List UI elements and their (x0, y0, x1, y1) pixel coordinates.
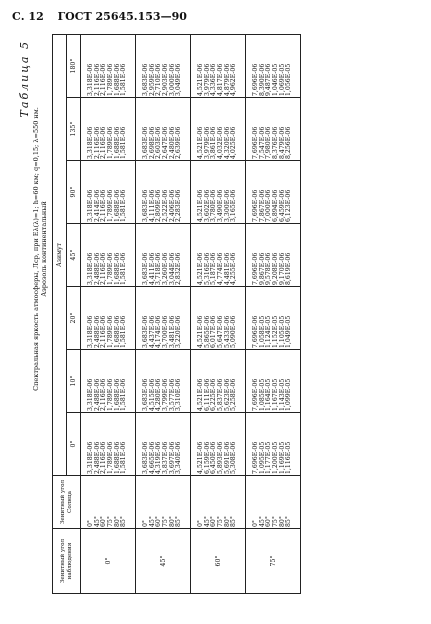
luminance-value: 4,774E-06 (217, 252, 224, 285)
luminance-value: 1,581E-06 (120, 189, 128, 222)
luminance-value: 3,165E-06 (230, 189, 238, 222)
luminance-value: 3,683E-06 (142, 315, 150, 348)
luminance-value: 3,318E-06 (87, 126, 95, 159)
luminance-value: 7,696E-06 (252, 189, 260, 222)
luminance-value: 2,406E-06 (168, 189, 176, 222)
luminance-value: 7,696E-06 (252, 315, 260, 348)
luminance-value: 3,861E-06 (210, 126, 218, 159)
luminance-value: 2,480E-06 (168, 126, 176, 159)
table-row (81, 35, 136, 594)
luminance-value: 1,152E-05 (272, 315, 279, 348)
value-cell (191, 287, 246, 350)
luminance-value: 9,578E-06 (265, 252, 273, 285)
luminance-table (52, 34, 301, 594)
luminance-value: 2,116E-06 (100, 189, 108, 222)
value-cell (81, 413, 136, 476)
luminance-value: 1,789E-06 (107, 378, 114, 411)
obs-angle-cell: 75° (246, 529, 301, 594)
luminance-value: 1,116E-05 (285, 441, 293, 474)
luminance-value: 9,867E-06 (258, 252, 266, 285)
luminance-value: 3,340E-06 (175, 441, 183, 474)
luminance-value: 4,025E-06 (230, 126, 238, 159)
luminance-value: 3,718E-06 (155, 252, 163, 285)
luminance-value: 5,316E-06 (203, 252, 211, 285)
luminance-value: 3,683E-06 (142, 126, 150, 159)
luminance-value: 3,697E-06 (168, 441, 176, 474)
luminance-value: 2,832E-06 (175, 252, 183, 285)
azimuth-header: 45° (67, 224, 81, 287)
luminance-value: 3,602E-06 (203, 189, 211, 222)
luminance-value: 3,044E-06 (168, 252, 176, 285)
luminance-value: 7,696E-06 (252, 63, 260, 96)
luminance-value: 4,515E-06 (148, 378, 156, 411)
luminance-value: 4,481E-06 (223, 252, 231, 285)
azimuth-header: 20° (67, 287, 81, 350)
obs-angle-cell: 0° (81, 529, 136, 594)
luminance-value: 1,143E-05 (278, 378, 286, 411)
luminance-value: 9,170E-06 (278, 252, 286, 285)
luminance-value: 2,959E-06 (148, 63, 156, 96)
sun-angle-value: 85° (120, 516, 128, 527)
luminance-value: 1,167E-05 (272, 378, 279, 411)
luminance-value: 5,623E-06 (223, 378, 231, 411)
luminance-value: 1,085E-05 (258, 378, 266, 411)
luminance-value: 6,111E-06 (203, 378, 211, 411)
sun-angle-value: 60° (100, 516, 108, 527)
luminance-value: 4,521E-06 (197, 441, 205, 474)
luminance-value: 1,789E-06 (107, 441, 114, 474)
luminance-value: 8,256E-06 (285, 126, 293, 159)
luminance-value: 6,459E-06 (278, 189, 286, 222)
luminance-value: 1,581E-06 (120, 126, 128, 159)
table-row (246, 35, 301, 594)
luminance-value: 7,696E-06 (252, 252, 260, 285)
luminance-value: 5,258E-06 (230, 378, 238, 411)
luminance-value: 7,000E-06 (265, 189, 273, 222)
luminance-value: 2,809E-06 (155, 189, 163, 222)
luminance-value: 1,789E-06 (107, 63, 114, 96)
luminance-value: 6,225E-06 (210, 378, 218, 411)
sun-angle-cell (81, 476, 136, 529)
luminance-value: 1,688E-06 (113, 315, 121, 348)
luminance-value: 9,487E-06 (265, 63, 273, 96)
table-title: Таблица 5 (18, 40, 31, 118)
luminance-value: 3,318E-06 (87, 378, 95, 411)
sun-angle-value: 45° (148, 516, 156, 527)
luminance-value: 1,789E-06 (107, 315, 114, 348)
sun-angle-value: 80° (113, 516, 121, 527)
col-obs-angle: Зенитный угол наблюдения (53, 529, 81, 594)
luminance-value: 3,260E-06 (162, 252, 169, 285)
luminance-value: 5,433E-06 (223, 315, 231, 348)
value-cell (246, 161, 301, 224)
luminance-value: 2,116E-06 (100, 63, 108, 96)
sun-angle-cell (191, 476, 246, 529)
sun-angle-value: 0° (252, 519, 260, 527)
luminance-value: 3,683E-06 (142, 63, 150, 96)
value-cell (246, 98, 301, 161)
luminance-value: 7,696E-06 (252, 378, 260, 411)
sun-angle-cell (246, 476, 301, 529)
luminance-value: 3,318E-06 (87, 441, 95, 474)
luminance-value: 9,208E-06 (272, 252, 279, 285)
sun-angle-value: 80° (223, 516, 231, 527)
luminance-value: 3,683E-06 (142, 441, 150, 474)
azimuth-header: 0° (67, 413, 81, 476)
col-azimuth: Азимут (53, 35, 67, 476)
luminance-value: 1,581E-06 (120, 441, 128, 474)
luminance-value: 3,049E-06 (175, 63, 183, 96)
value-cell (191, 413, 246, 476)
value-cell (191, 161, 246, 224)
luminance-value: 5,865E-06 (203, 315, 211, 348)
luminance-value: 3,577E-06 (168, 378, 176, 411)
luminance-value: 1,581E-06 (120, 252, 128, 285)
value-cell (81, 350, 136, 413)
luminance-value: 2,603E-06 (155, 126, 163, 159)
luminance-value: 4,521E-06 (197, 63, 205, 96)
luminance-value: 4,320E-06 (223, 126, 231, 159)
luminance-value: 2,116E-06 (93, 126, 101, 159)
luminance-value: 1,688E-06 (113, 63, 121, 96)
luminance-value: 2,283E-06 (175, 189, 183, 222)
luminance-value: 1,581E-06 (120, 63, 128, 96)
luminance-value: 4,521E-06 (197, 378, 205, 411)
sun-angle-value: 60° (155, 516, 163, 527)
luminance-value: 2,903E-06 (162, 63, 169, 96)
luminance-value: 4,521E-06 (197, 315, 205, 348)
luminance-value: 2,710E-06 (155, 63, 163, 96)
luminance-value: 4,336E-06 (210, 63, 218, 96)
obs-angle-cell: 45° (136, 529, 191, 594)
luminance-value: 2,488E-06 (93, 441, 101, 474)
luminance-value: 4,665E-06 (148, 441, 156, 474)
table-row (136, 35, 191, 594)
luminance-value: 1,069E-05 (278, 63, 286, 96)
luminance-value: 1,688E-06 (113, 126, 121, 159)
luminance-value: 1,124E-05 (265, 315, 273, 348)
luminance-value: 3,683E-06 (142, 252, 150, 285)
sun-angle-value: 0° (142, 519, 150, 527)
value-cell (246, 35, 301, 98)
luminance-value: 2,116E-06 (100, 315, 108, 348)
azimuth-header: 180° (67, 35, 81, 98)
luminance-value: 1,789E-06 (107, 189, 114, 222)
luminance-value: 5,090E-06 (230, 315, 238, 348)
caption-line-2: Аэрозоль континентальный (40, 201, 48, 297)
luminance-value: 7,696E-06 (252, 126, 260, 159)
luminance-value: 2,116E-06 (100, 378, 108, 411)
luminance-value: 7,867E-06 (258, 189, 266, 222)
luminance-value: 3,318E-06 (87, 315, 95, 348)
value-cell (81, 224, 136, 287)
luminance-value: 4,032E-06 (217, 126, 224, 159)
value-cell (81, 98, 136, 161)
luminance-value: 1,200E-05 (272, 441, 279, 474)
sun-angle-cell (136, 476, 191, 529)
luminance-value: 3,310E-06 (175, 378, 183, 411)
luminance-value: 3,481E-06 (168, 315, 176, 348)
luminance-value: 1,056E-05 (285, 63, 293, 96)
standard-code: ГОСТ 25645.153—90 (57, 10, 187, 23)
value-cell (191, 98, 246, 161)
luminance-value: 4,521E-06 (197, 252, 205, 285)
sun-angle-value: 0° (87, 519, 95, 527)
value-cell (136, 287, 191, 350)
sun-angle-value: 75° (162, 516, 169, 527)
value-cell (136, 35, 191, 98)
luminance-value: 5,647E-06 (217, 315, 224, 348)
page-number: С. 12 (12, 10, 44, 23)
luminance-value: 3,000E-06 (168, 63, 176, 96)
luminance-value: 2,488E-06 (93, 315, 101, 348)
luminance-value: 7,547E-06 (258, 126, 266, 159)
luminance-value: 5,691E-06 (223, 441, 231, 474)
luminance-value: 2,522E-06 (162, 189, 169, 222)
luminance-value: 8,619E-06 (285, 252, 293, 285)
luminance-value: 3,300E-06 (223, 189, 231, 222)
luminance-value: 1,688E-06 (113, 378, 121, 411)
luminance-value: 4,411E-06 (148, 252, 156, 285)
sun-angle-value: 75° (272, 516, 279, 527)
sun-angle-value: 45° (93, 516, 101, 527)
luminance-value: 1,688E-06 (113, 252, 121, 285)
luminance-value: 3,318E-06 (87, 189, 95, 222)
sun-angle-value: 80° (278, 516, 286, 527)
value-cell (191, 224, 246, 287)
sun-angle-value: 60° (210, 516, 218, 527)
value-cell (136, 161, 191, 224)
luminance-value: 1,789E-06 (107, 252, 114, 285)
luminance-value: 6,123E-06 (285, 189, 293, 222)
luminance-value: 3,700E-06 (162, 315, 169, 348)
luminance-value: 4,817E-06 (217, 63, 224, 96)
luminance-value: 4,521E-06 (197, 126, 205, 159)
value-cell (191, 35, 246, 98)
luminance-value: 6,450E-06 (210, 441, 218, 474)
luminance-value: 4,437E-06 (148, 315, 156, 348)
luminance-value: 3,318E-06 (87, 252, 95, 285)
sun-angle-value: 85° (230, 516, 238, 527)
azimuth-header: 10° (67, 350, 81, 413)
luminance-value: 1,049E-05 (285, 315, 293, 348)
luminance-value: 1,105E-05 (278, 315, 286, 348)
luminance-value: 1,688E-06 (113, 189, 121, 222)
luminance-value: 1,095E-05 (258, 441, 266, 474)
value-cell (246, 224, 301, 287)
luminance-value: 4,319E-06 (155, 441, 163, 474)
obs-angle-cell: 60° (191, 529, 246, 594)
value-cell (136, 413, 191, 476)
luminance-value: 4,174E-06 (155, 315, 163, 348)
luminance-value: 2,488E-06 (93, 378, 101, 411)
luminance-value: 4,255E-06 (230, 252, 238, 285)
luminance-value: 5,308E-06 (230, 441, 238, 474)
luminance-value: 2,116E-06 (93, 63, 101, 96)
value-cell (246, 350, 301, 413)
luminance-value: 5,837E-06 (217, 378, 224, 411)
caption-line-1: Спектральная яркость атмосферы, Лср, при Eλ(λ)=1; h=60 км; q=0,15; λ=550 нм. (32, 107, 40, 391)
luminance-value: 8,376E-06 (272, 126, 279, 159)
luminance-value: 4,879E-06 (223, 63, 231, 96)
sun-angle-value: 45° (203, 516, 211, 527)
luminance-value: 8,390E-06 (258, 63, 266, 96)
luminance-value: 3,979E-06 (203, 63, 211, 96)
sun-angle-value: 85° (175, 516, 183, 527)
luminance-value: 2,116E-06 (100, 252, 108, 285)
luminance-value: 3,683E-06 (142, 189, 150, 222)
value-cell (191, 350, 246, 413)
luminance-value: 1,058E-05 (258, 315, 266, 348)
luminance-value: 4,962E-06 (230, 63, 238, 96)
luminance-value: 2,488E-06 (93, 252, 101, 285)
luminance-value: 3,490E-06 (217, 189, 224, 222)
value-cell (81, 35, 136, 98)
luminance-value: 1,688E-06 (113, 441, 121, 474)
value-cell (246, 413, 301, 476)
luminance-value: 1,164E-05 (265, 378, 273, 411)
table-caption (32, 54, 48, 444)
sun-angle-value: 60° (265, 516, 273, 527)
luminance-value: 3,837E-06 (162, 441, 169, 474)
rotated-table-block (18, 34, 398, 594)
luminance-value: 1,177E-05 (265, 441, 273, 474)
sun-angle-value: 80° (168, 516, 176, 527)
luminance-value: 1,581E-06 (120, 378, 128, 411)
value-cell (81, 287, 136, 350)
value-cell (136, 98, 191, 161)
luminance-value: 6,159E-06 (203, 441, 211, 474)
luminance-value: 1,169E-05 (278, 441, 286, 474)
sun-angle-value: 45° (258, 516, 266, 527)
luminance-value: 5,187E-06 (210, 252, 218, 285)
sun-angle-value: 75° (107, 516, 114, 527)
luminance-value: 3,780E-06 (210, 189, 218, 222)
luminance-value: 2,639E-06 (175, 126, 183, 159)
value-cell (136, 224, 191, 287)
luminance-value: 3,220E-06 (175, 315, 183, 348)
value-cell (136, 350, 191, 413)
col-sun-angle: Зенитный угол Солнца (53, 476, 81, 529)
table-row (191, 35, 246, 594)
luminance-value: 1,789E-06 (107, 126, 114, 159)
luminance-value: 2,414E-06 (93, 189, 101, 222)
sun-angle-value: 75° (217, 516, 224, 527)
luminance-value: 3,683E-06 (142, 378, 150, 411)
luminance-value: 7,696E-06 (252, 441, 260, 474)
luminance-value: 6,894E-06 (272, 189, 279, 222)
luminance-value: 3,979E-06 (203, 126, 211, 159)
luminance-value: 3,799E-06 (162, 378, 169, 411)
luminance-value: 1,046E-05 (272, 63, 279, 96)
luminance-value: 6,017E-06 (210, 315, 218, 348)
luminance-value: 7,980E-06 (265, 126, 273, 159)
sun-angle-value: 85° (285, 516, 293, 527)
luminance-value: 3,318E-06 (87, 63, 95, 96)
azimuth-header: 90° (67, 161, 81, 224)
sun-angle-value: 0° (197, 519, 205, 527)
luminance-value: 2,116E-06 (100, 441, 108, 474)
luminance-value: 2,116E-06 (100, 126, 108, 159)
value-cell (246, 287, 301, 350)
luminance-value: 5,893E-06 (217, 441, 224, 474)
luminance-value: 1,581E-06 (120, 315, 128, 348)
value-cell (81, 161, 136, 224)
luminance-value: 2,698E-06 (148, 126, 156, 159)
page-header (12, 10, 197, 23)
luminance-value: 8,479E-06 (278, 126, 286, 159)
luminance-value: 4,111E-06 (148, 189, 156, 222)
luminance-value: 2,647E-06 (162, 126, 169, 159)
luminance-value: 1,099E-05 (285, 378, 293, 411)
azimuth-header: 135° (67, 98, 81, 161)
luminance-value: 4,280E-06 (155, 378, 163, 411)
luminance-value: 4,521E-06 (197, 189, 205, 222)
